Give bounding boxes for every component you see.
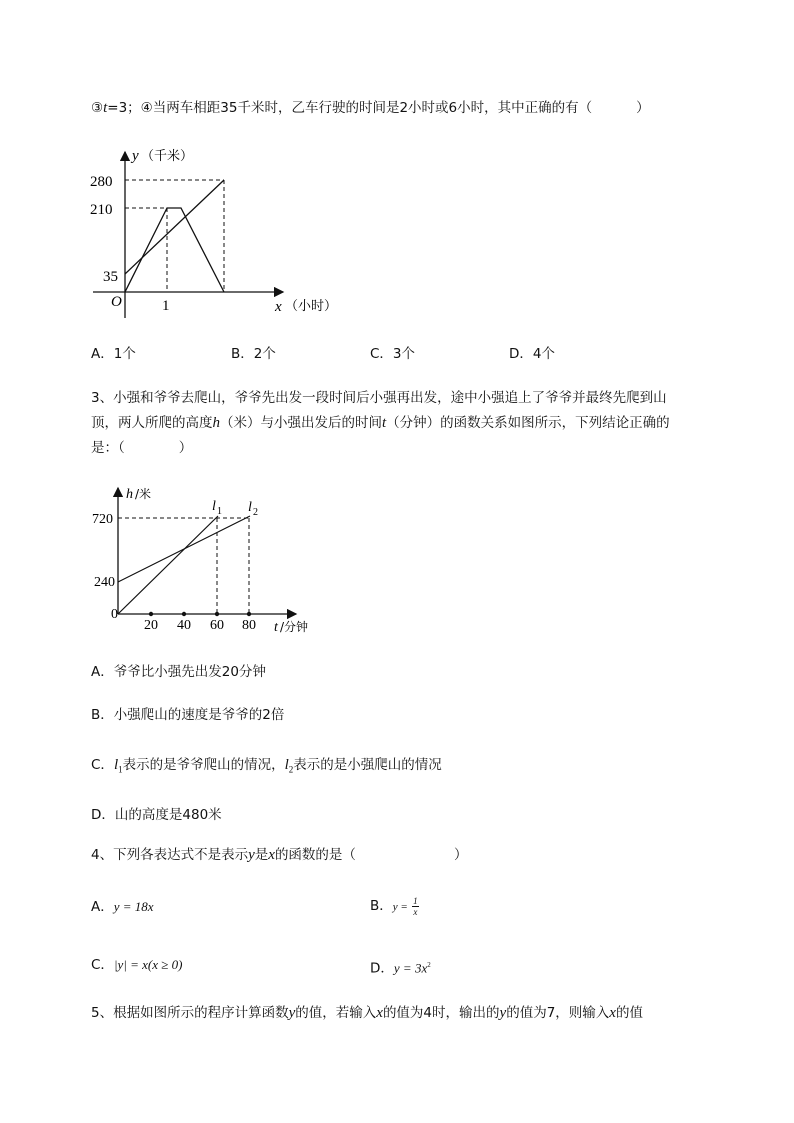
q4-stem-close-paren: ）: [453, 847, 468, 863]
q2-distance-time-graph: [85, 140, 365, 325]
q2-trapezoid-line: [125, 208, 224, 292]
q2-tick-x1: 1: [162, 298, 170, 314]
q4-option-b-denominator: x: [413, 906, 418, 917]
q5-stem-text-b: 的值，若输入: [295, 1005, 377, 1021]
q3-stem-line-2: [91, 413, 670, 433]
q5-stem-y2: y: [499, 1005, 507, 1021]
q3-option-b[interactable]: B．小强爬山的速度是爷爷的2倍: [91, 707, 285, 723]
q3-stem-t: t: [382, 415, 387, 431]
q3-tick-dot-20: [149, 612, 153, 616]
q3-label-l1: l: [212, 499, 216, 514]
q2-option-b[interactable]: B．2个: [231, 346, 276, 362]
q3-tick-240: 240: [94, 575, 115, 590]
q4-option-b-numerator: 1: [413, 895, 418, 906]
q4-option-d-expr: y = 3x: [393, 960, 428, 976]
q2-option-d[interactable]: D．4个: [509, 346, 555, 362]
q2-stem-line: [91, 98, 650, 118]
q4-stem-y: y: [248, 847, 255, 863]
q2-origin: O: [111, 294, 122, 310]
q3-stem-h: h: [212, 415, 220, 431]
q3-x-var: t: [274, 620, 278, 635]
q4-option-a[interactable]: [91, 897, 154, 917]
q3-tick-80: 80: [242, 618, 256, 633]
q4-stem-text-a: 4、下列各表达式不是表示: [91, 847, 249, 863]
q2-y-unit: （千米）: [141, 149, 194, 164]
q5-stem-y1: y: [288, 1005, 296, 1021]
q2-y-var: y: [132, 148, 139, 164]
q3-tick-dot-40: [182, 612, 186, 616]
q3-option-c-l1: l: [113, 757, 119, 773]
q3-tick-40: 40: [177, 618, 191, 633]
q2-stem-circled-3: ③: [91, 100, 104, 116]
q3-tick-720: 720: [92, 512, 113, 527]
q4-option-b-label: B．: [370, 898, 393, 914]
q3-stem-line-3: [91, 438, 192, 458]
q5-stem-line: [91, 1003, 643, 1023]
q4-stem-text-b: 是: [254, 847, 269, 863]
q2-stem-text: =3；④当两车相距35千米时，乙车行驶的时间是2小时或6小时，其中正确的有（: [107, 100, 593, 116]
q4-stem-text-c: 的函数的是（: [274, 847, 356, 863]
q5-stem-x1: x: [376, 1005, 383, 1021]
q2-stem-close-paren: ）: [636, 100, 650, 116]
q3-stem-text-b: （米）与小强出发后的时间: [220, 415, 382, 431]
q5-stem-x2: x: [609, 1005, 616, 1021]
q2-option-a[interactable]: A．1个: [91, 346, 136, 362]
q4-option-d[interactable]: [370, 955, 431, 979]
q2-tick-280: 280: [90, 174, 113, 190]
q3-stem-text-c: （分钟）的函数关系如图所示，下列结论正确的: [386, 415, 670, 431]
q5-stem-text-c: 的值为4时，输出的: [382, 1005, 500, 1021]
q3-option-c-text-b: 表示的是小强爬山的情况: [293, 757, 442, 773]
q3-tick-20: 20: [144, 618, 158, 633]
q4-option-d-exponent: 2: [427, 961, 431, 969]
q2-stem-t: t: [103, 100, 108, 116]
q4-stem-x: x: [268, 847, 275, 863]
q3-stem-text-d: 是：（: [91, 440, 125, 456]
q3-x-unit: /分钟: [280, 620, 309, 634]
q3-stem-close-paren: ）: [178, 440, 193, 456]
q4-option-b[interactable]: [370, 891, 419, 922]
q4-option-c-expr: |y| = x(x ≥ 0): [113, 957, 183, 972]
q3-option-c-l2: l: [284, 757, 289, 773]
q3-line-l1: [118, 516, 218, 614]
q3-option-c[interactable]: [91, 755, 442, 780]
q4-option-c[interactable]: [91, 955, 182, 975]
q4-stem-line: [91, 845, 467, 865]
q4-option-d-label: D．: [370, 960, 394, 977]
q4-option-c-label: C．: [91, 957, 114, 973]
q3-option-c-text-a: 表示的是爷爷爬山的情况，: [122, 757, 285, 773]
q3-label-l1-sub: 1: [217, 506, 222, 517]
q2-x-unit: （小时）: [285, 299, 338, 314]
q3-option-c-label: C．: [91, 757, 114, 773]
q4-option-b-fraction: [412, 896, 419, 917]
q2-tick-210: 210: [90, 202, 113, 218]
q5-stem-text-d: 的值为7，则输入: [506, 1005, 610, 1021]
q3-option-c-l2-sub: 2: [288, 764, 294, 775]
q3-tick-dot-80: [247, 612, 251, 616]
q5-stem-text-a: 5、根据如图所示的程序计算函数: [91, 1005, 289, 1021]
q2-x-var: x: [275, 299, 282, 315]
q3-option-a[interactable]: A．爷爷比小强先出发20分钟: [91, 664, 266, 680]
q3-tick-dot-60: [215, 612, 219, 616]
q3-line-l2: [118, 516, 250, 582]
q3-stem-line-1: 3、小强和爷爷去爬山，爷爷先出发一段时间后小强再出发，途中小强追上了爷爷并最终先爬到山: [91, 390, 667, 406]
q3-option-c-l1-sub: 1: [118, 764, 123, 775]
q4-option-b-lhs: y =: [392, 901, 408, 913]
q3-y-var: h: [126, 487, 133, 502]
q3-tick-60: 60: [210, 618, 224, 633]
q3-option-d[interactable]: D．山的高度是480米: [91, 807, 222, 823]
q3-stem-text-a: 顶，两人所爬的高度: [91, 415, 213, 431]
q3-label-l2-sub: 2: [253, 507, 258, 518]
q3-height-time-graph: [88, 480, 338, 640]
q2-tick-35: 35: [103, 269, 118, 285]
q3-y-unit: /米: [135, 487, 152, 501]
q2-straight-line: [125, 180, 224, 274]
q3-label-l2: l: [248, 500, 252, 515]
q4-option-a-expr: y = 18x: [113, 899, 154, 914]
q5-stem-text-e: 的值: [615, 1005, 643, 1021]
q2-option-c[interactable]: C．3个: [370, 346, 416, 362]
q3-origin: 0: [111, 607, 118, 622]
q4-option-a-label: A．: [91, 899, 114, 915]
